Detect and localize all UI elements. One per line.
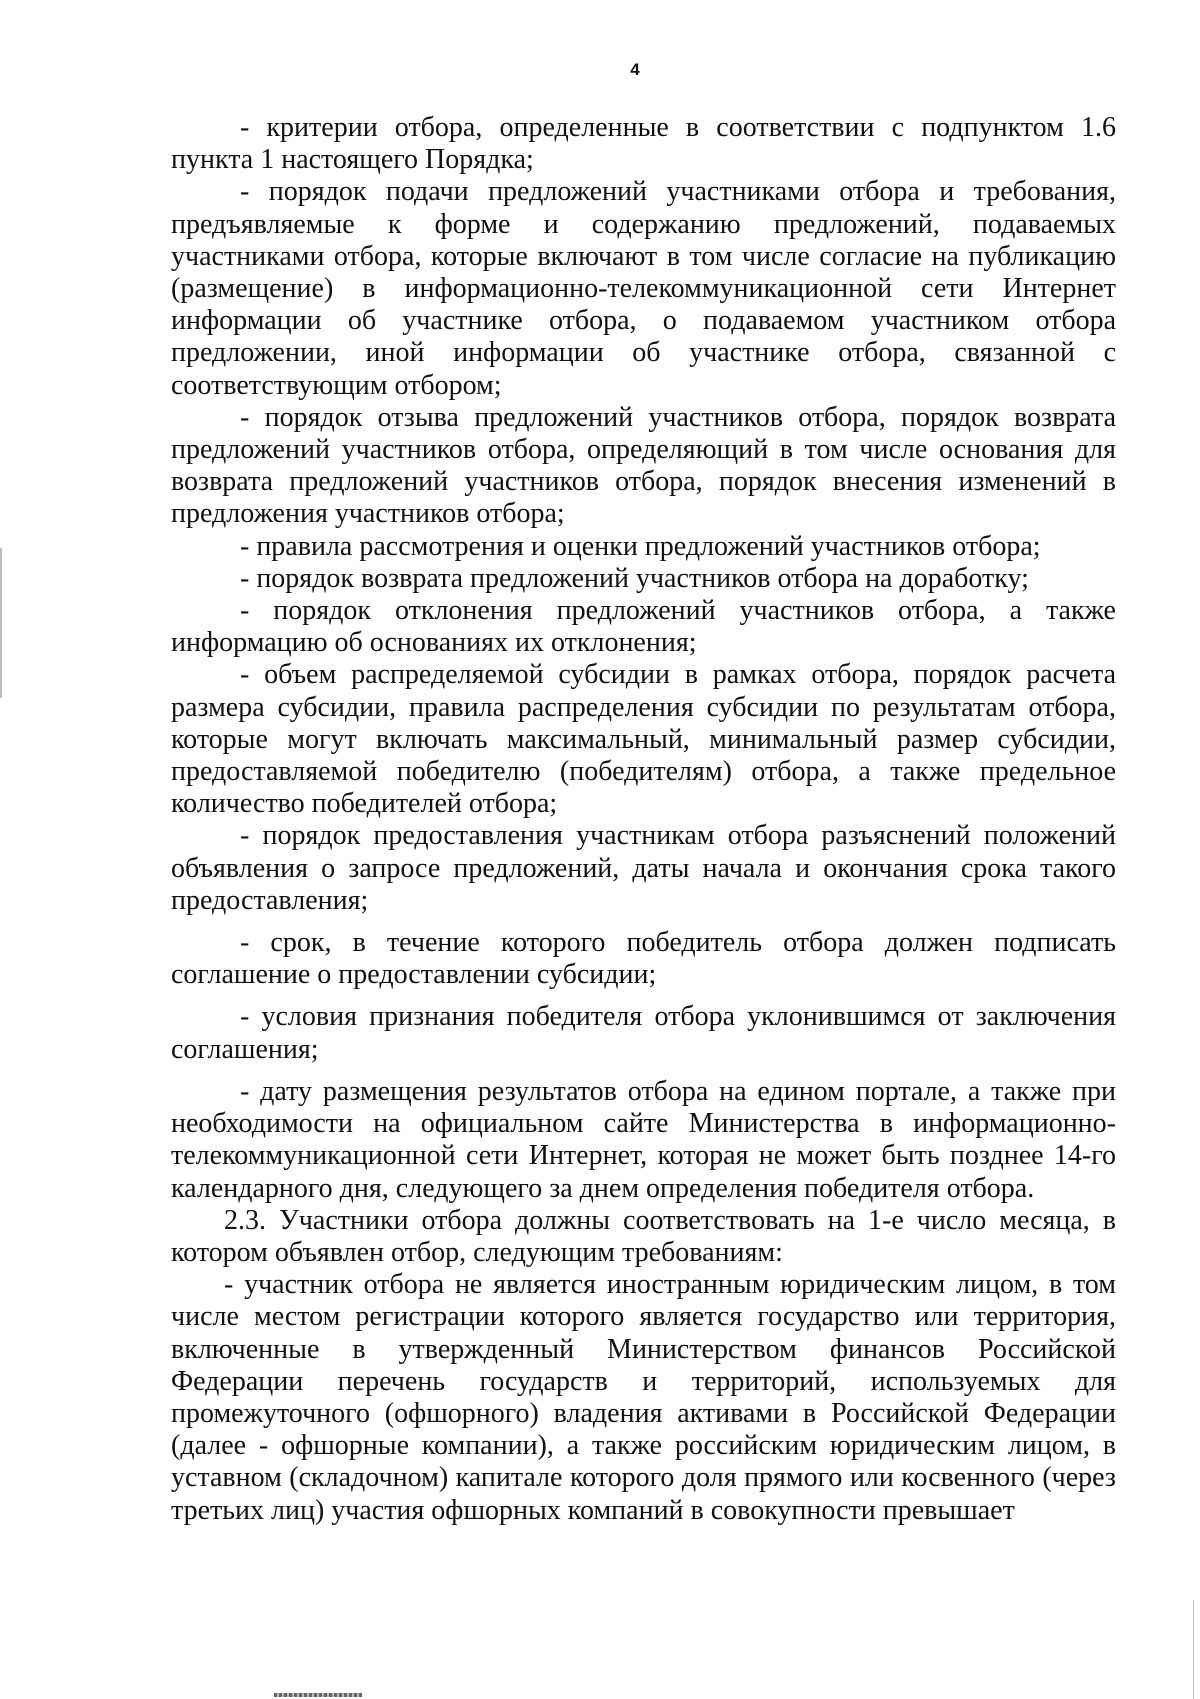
paragraph-return-for-revision: - порядок возврата предложений участников отбора на доработку;	[240, 562, 1029, 594]
scan-edge-mark	[1193, 1600, 1194, 1699]
paragraph-rejection-procedure: - порядок отклонения предложений участников отбора, а также информацию об основаниях их отклонения;	[171, 595, 1116, 659]
paragraph-evasion-conditions: - условия признания победителя отбора уклонившимся от заключения соглашения;	[171, 1001, 1116, 1065]
scan-artifact	[274, 1693, 362, 1697]
paragraph-signing-deadline: - срок, в течение которого победитель отбора должен подписать соглашение о предоставлении субсидии;	[171, 927, 1116, 991]
document-body	[171, 112, 1116, 1527]
paragraph-submission-procedure: - порядок подачи предложений участниками отбора и требования, предъявляемые к форме и содержанию предложений, подаваемых участниками отбора, которые включают в том числе согласие на публикацию (размещение) в информационно-телекоммуникационной сети Интернет информации об участнике отбора, о подаваемом участником отбора предложении, иной информации об участнике отбора, связанной с соответствующим отбором;	[171, 176, 1116, 401]
paragraph-review-rules: - правила рассмотрения и оценки предложений участников отбора;	[240, 530, 1041, 562]
paragraph-section-2-3: 2.3. Участники отбора должны соответствовать на 1-е число месяца, в котором объявлен отбор, следующим требованиям:	[171, 1204, 1116, 1268]
paragraph-subsidy-volume: - объем распределяемой субсидии в рамках отбора, порядок расчета размера субсидии, правила распределения субсидии по результатам отбора, которые могут включать максимальный, минимальный размер субсидии, предоставляемой победителю (победителям) отбора, а также предельное количество победителей отбора;	[171, 659, 1116, 820]
page-number: 4	[630, 60, 640, 79]
paragraph-clarifications: - порядок предоставления участникам отбора разъяснений положений объявления о запросе предложений, даты начала и окончания срока такого предоставления;	[171, 820, 1116, 916]
paragraph-selection-criteria: - критерии отбора, определенные в соответствии с подпунктом 1.6 пункта 1 настоящего Порядка;	[171, 112, 1116, 176]
paragraph-foreign-entity-requirement: - участник отбора не является иностранным юридическим лицом, в том числе местом регистрации которого является государство или территория, включенные в утвержденный Министерством финансов Российской Федерации перечень государств и территорий, используемых для промежуточного (офшорного) владения активами в Российской Федерации (далее - офшорные компании), а также российским юридическим лицом, в уставном (складочном) капитале которого доля прямого или косвенного (через третьих лиц) участия офшорных компаний в совокупности превышает	[171, 1269, 1116, 1526]
scan-edge-mark	[0, 548, 2, 698]
paragraph-results-date: - дату размещения результатов отбора на едином портале, а также при необходимости на официальном сайте Министерства в информационно-телекоммуникационной сети Интернет, которая не может быть позднее 14-го календарного дня, следующего за днем определения победителя отбора.	[171, 1075, 1116, 1204]
paragraph-withdrawal-procedure: - порядок отзыва предложений участников отбора, порядок возврата предложений участников отбора, определяющий в том числе основания для возврата предложений участников отбора, порядок внесения изменений в предложения участников отбора;	[171, 401, 1116, 530]
